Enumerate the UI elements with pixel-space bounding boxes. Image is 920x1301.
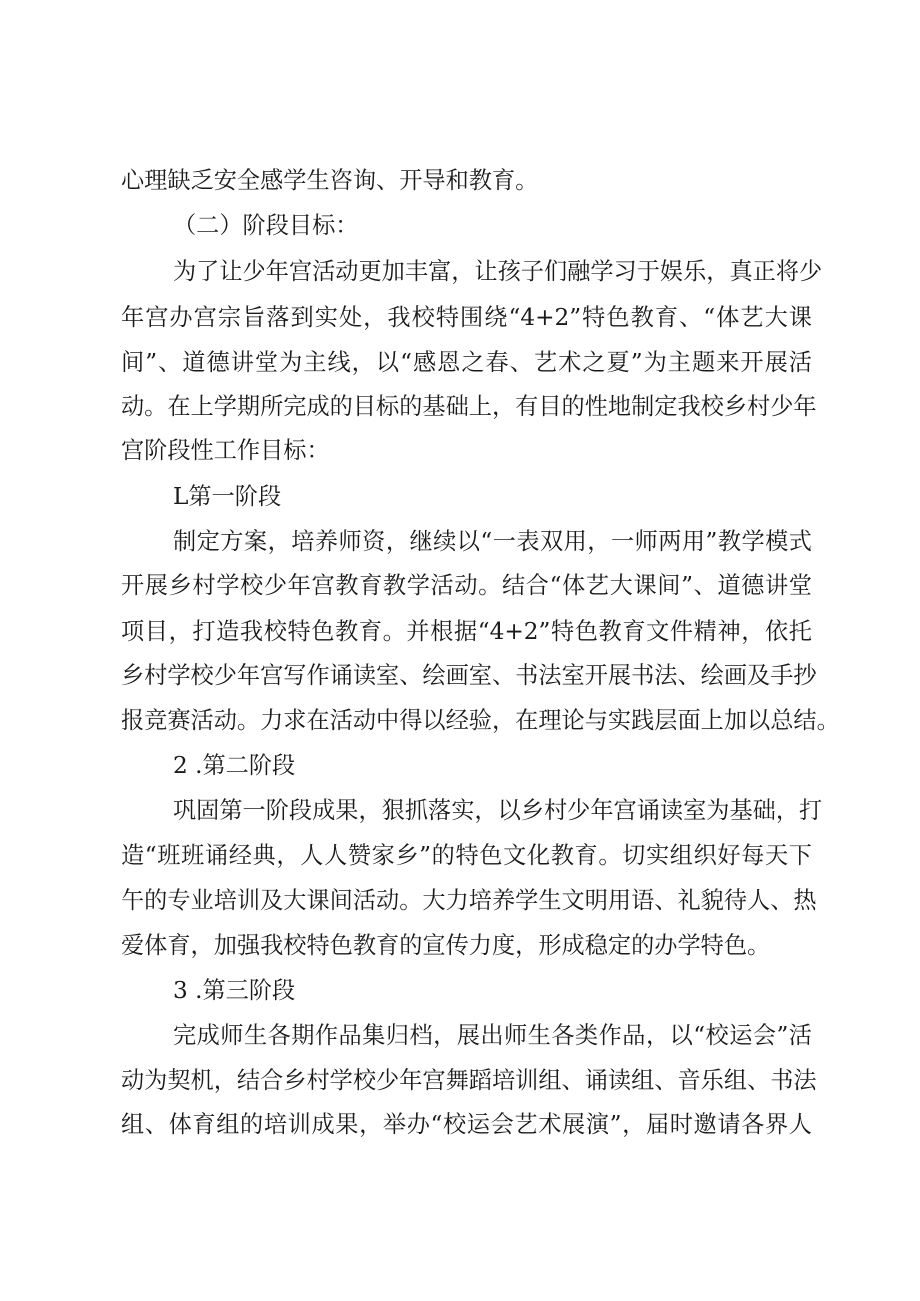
paragraph-line: 年宫办宫宗旨落到实处，我校特围绕“4+2”特色教育、“体艺大课 <box>121 304 812 331</box>
paragraph-line: 动。在上学期所完成的目标的基础上，有目的性地制定我校乡村少年 <box>121 393 817 420</box>
paragraph-line: 制定方案，培养师资，继续以“一表双用，一师两用”教学模式 <box>173 528 812 555</box>
section-heading: （二）阶段目标： <box>173 212 359 239</box>
stage-heading: L第一阶段 <box>173 483 282 510</box>
stage-heading: 2 .第二阶段 <box>173 752 296 779</box>
paragraph-line: 午的专业培训及大课间活动。大力培养学生文明用语、礼貌待人、热 <box>121 887 817 914</box>
paragraph-line: 报竞赛活动。力求在活动中得以经验，在理论与实践层面上加以总结。 <box>121 707 840 734</box>
paragraph-line: 为了让少年宫活动更加丰富，让孩子们融学习于娱乐，真正将少 <box>173 258 823 285</box>
paragraph-line: 宫阶段性工作目标： <box>121 437 330 464</box>
stage-heading: 3 .第三阶段 <box>173 977 296 1004</box>
paragraph-line: 爱体育，加强我校特色教育的宣传力度，形成稳定的办学特色。 <box>121 932 771 959</box>
paragraph-line: 完成师生各期作品集归档，展出师生各类作品，以“校运会”活 <box>173 1022 812 1049</box>
paragraph-line: 间”、道德讲堂为主线，以“感恩之春、艺术之夏”为主题来开展活 <box>121 349 812 376</box>
paragraph-line: 乡村学校少年宫写作诵读室、绘画室、书法室开展书法、绘画及手抄 <box>121 662 817 689</box>
paragraph-line: 巩固第一阶段成果，狠抓落实，以乡村少年宫诵读室为基础，打 <box>173 797 823 824</box>
text-line: 心理缺乏安全感学生咨询、开导和教育。 <box>121 167 539 194</box>
paragraph-line: 开展乡村学校少年宫教育教学活动。结合“体艺大课间”、道德讲堂 <box>121 572 812 599</box>
paragraph-line: 项目，打造我校特色教育。并根据“4+2”特色教育文件精神，依托 <box>121 618 812 645</box>
paragraph-line: 动为契机，结合乡村学校少年宫舞蹈培训组、诵读组、音乐组、书法 <box>121 1067 817 1094</box>
paragraph-line: 组、体育组的培训成果，举办“校运会艺术展演”，届时邀请各界人 <box>121 1111 812 1138</box>
paragraph-line: 造“班班诵经典，人人赞家乡”的特色文化教育。切实组织好每天下 <box>121 842 812 869</box>
